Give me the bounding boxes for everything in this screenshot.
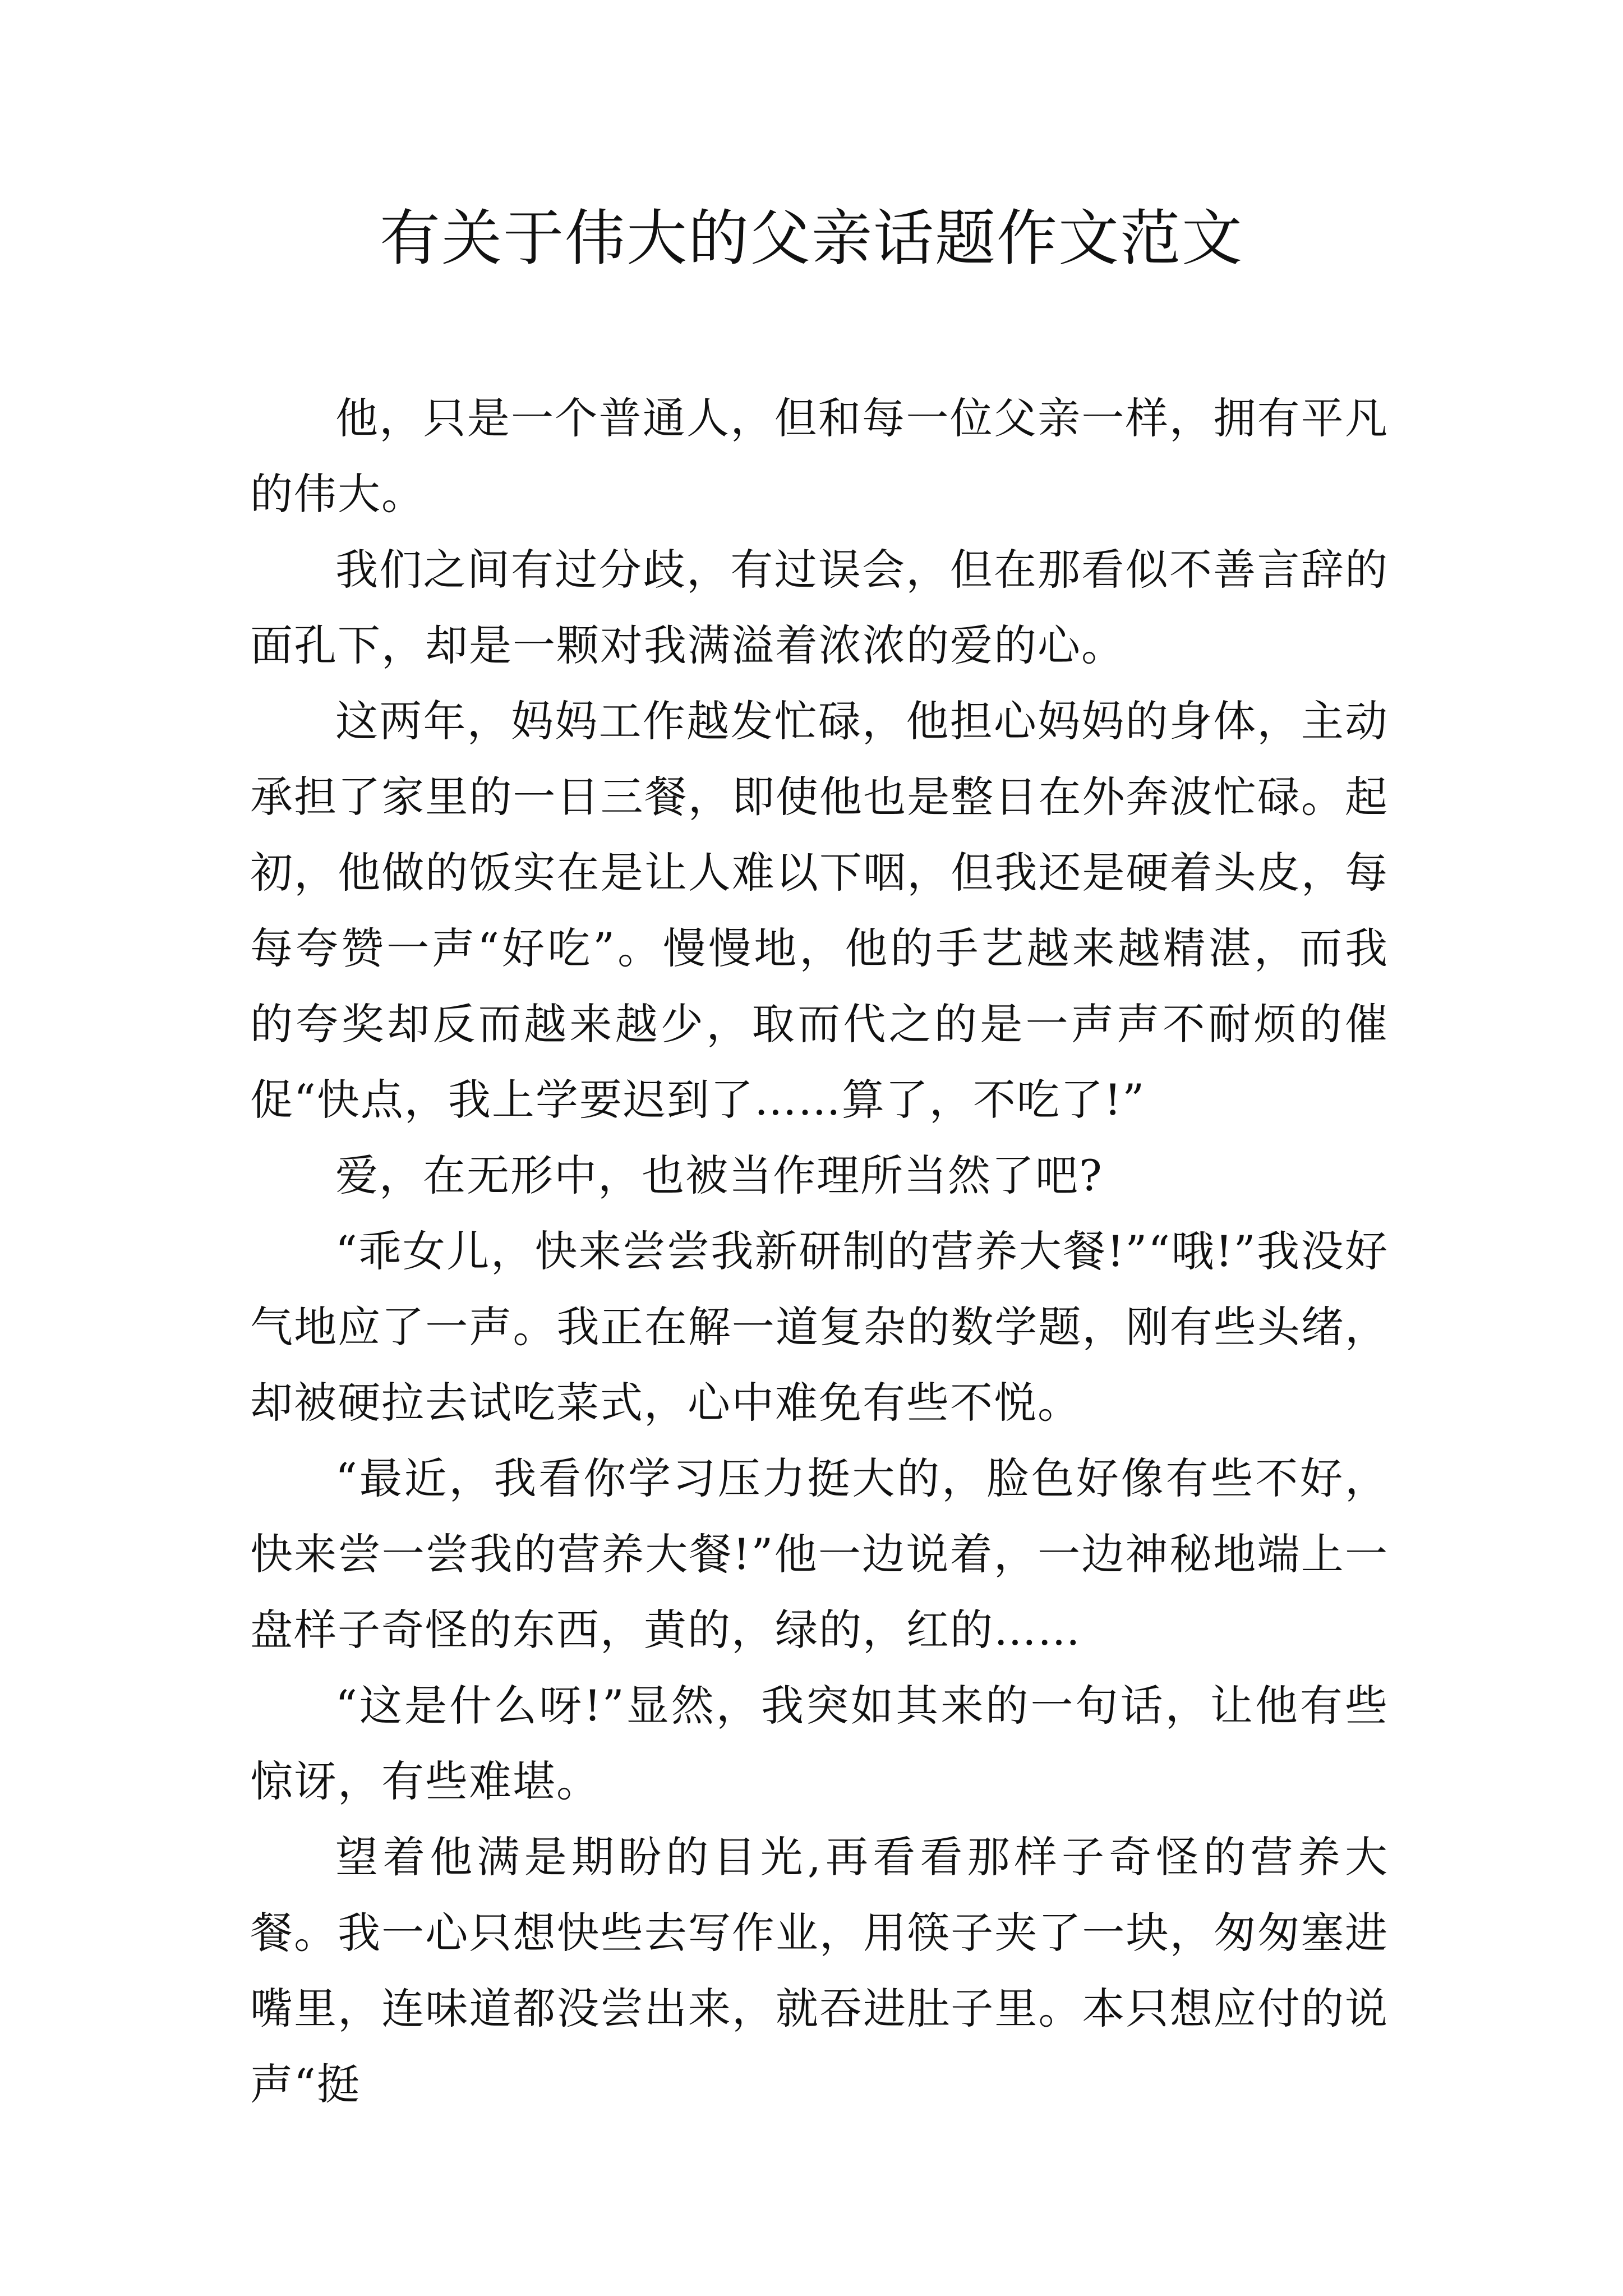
paragraph: 他，只是一个普通人，但和每一位父亲一样，拥有平凡的伟大。 <box>250 393 1389 519</box>
paragraph: 爱，在无形中，也被当作理所当然了吧? <box>335 1151 1103 1200</box>
paragraph: “最近，我看你学习压力挺大的，脸色好像有些不好，快来尝一尝我的营养大餐!”他一边说着，一边神秘地端上一盘样子奇怪的东西，黄的，绿的，红的…… <box>250 1453 1389 1655</box>
paragraph: 这两年，妈妈工作越发忙碌，他担心妈妈的身体，主动承担了家里的一日三餐，即使他也是整日在外奔波忙碌。起初，他做的饭实在是让人难以下咽，但我还是硬着头皮，每每夸赞一声“好吃”。慢慢地，他的手艺越来越精湛，而我的夸奖却反而越来越少，取而代之的是一声声不耐烦的催促“快点，我上学要迟到了……算了，不吃了!” <box>250 696 1389 1125</box>
document-title: 有关于伟大的父亲话题作文范文 <box>379 204 1243 274</box>
paragraph: “这是什么呀!”显然，我突如其来的一句话，让他有些惊讶，有些难堪。 <box>250 1681 1389 1806</box>
paragraph: 望着他满是期盼的目光,再看看那样子奇怪的营养大餐。我一心只想快些去写作业，用筷子夹了一块，匆匆塞进嘴里，连味道都没尝出来，就吞进肚子里。本只想应付的说声“挺 <box>250 1832 1389 2109</box>
paragraph: 我们之间有过分歧，有过误会，但在那看似不善言辞的面孔下，却是一颗对我满溢着浓浓的爱的心。 <box>250 545 1389 670</box>
document-body <box>250 380 1389 2122</box>
paragraph: “乖女儿，快来尝尝我新研制的营养大餐!”“哦!”我没好气地应了一声。我正在解一道复杂的数学题，刚有些头绪，却被硬拉去试吃菜式，心中难免有些不悦。 <box>250 1226 1389 1428</box>
